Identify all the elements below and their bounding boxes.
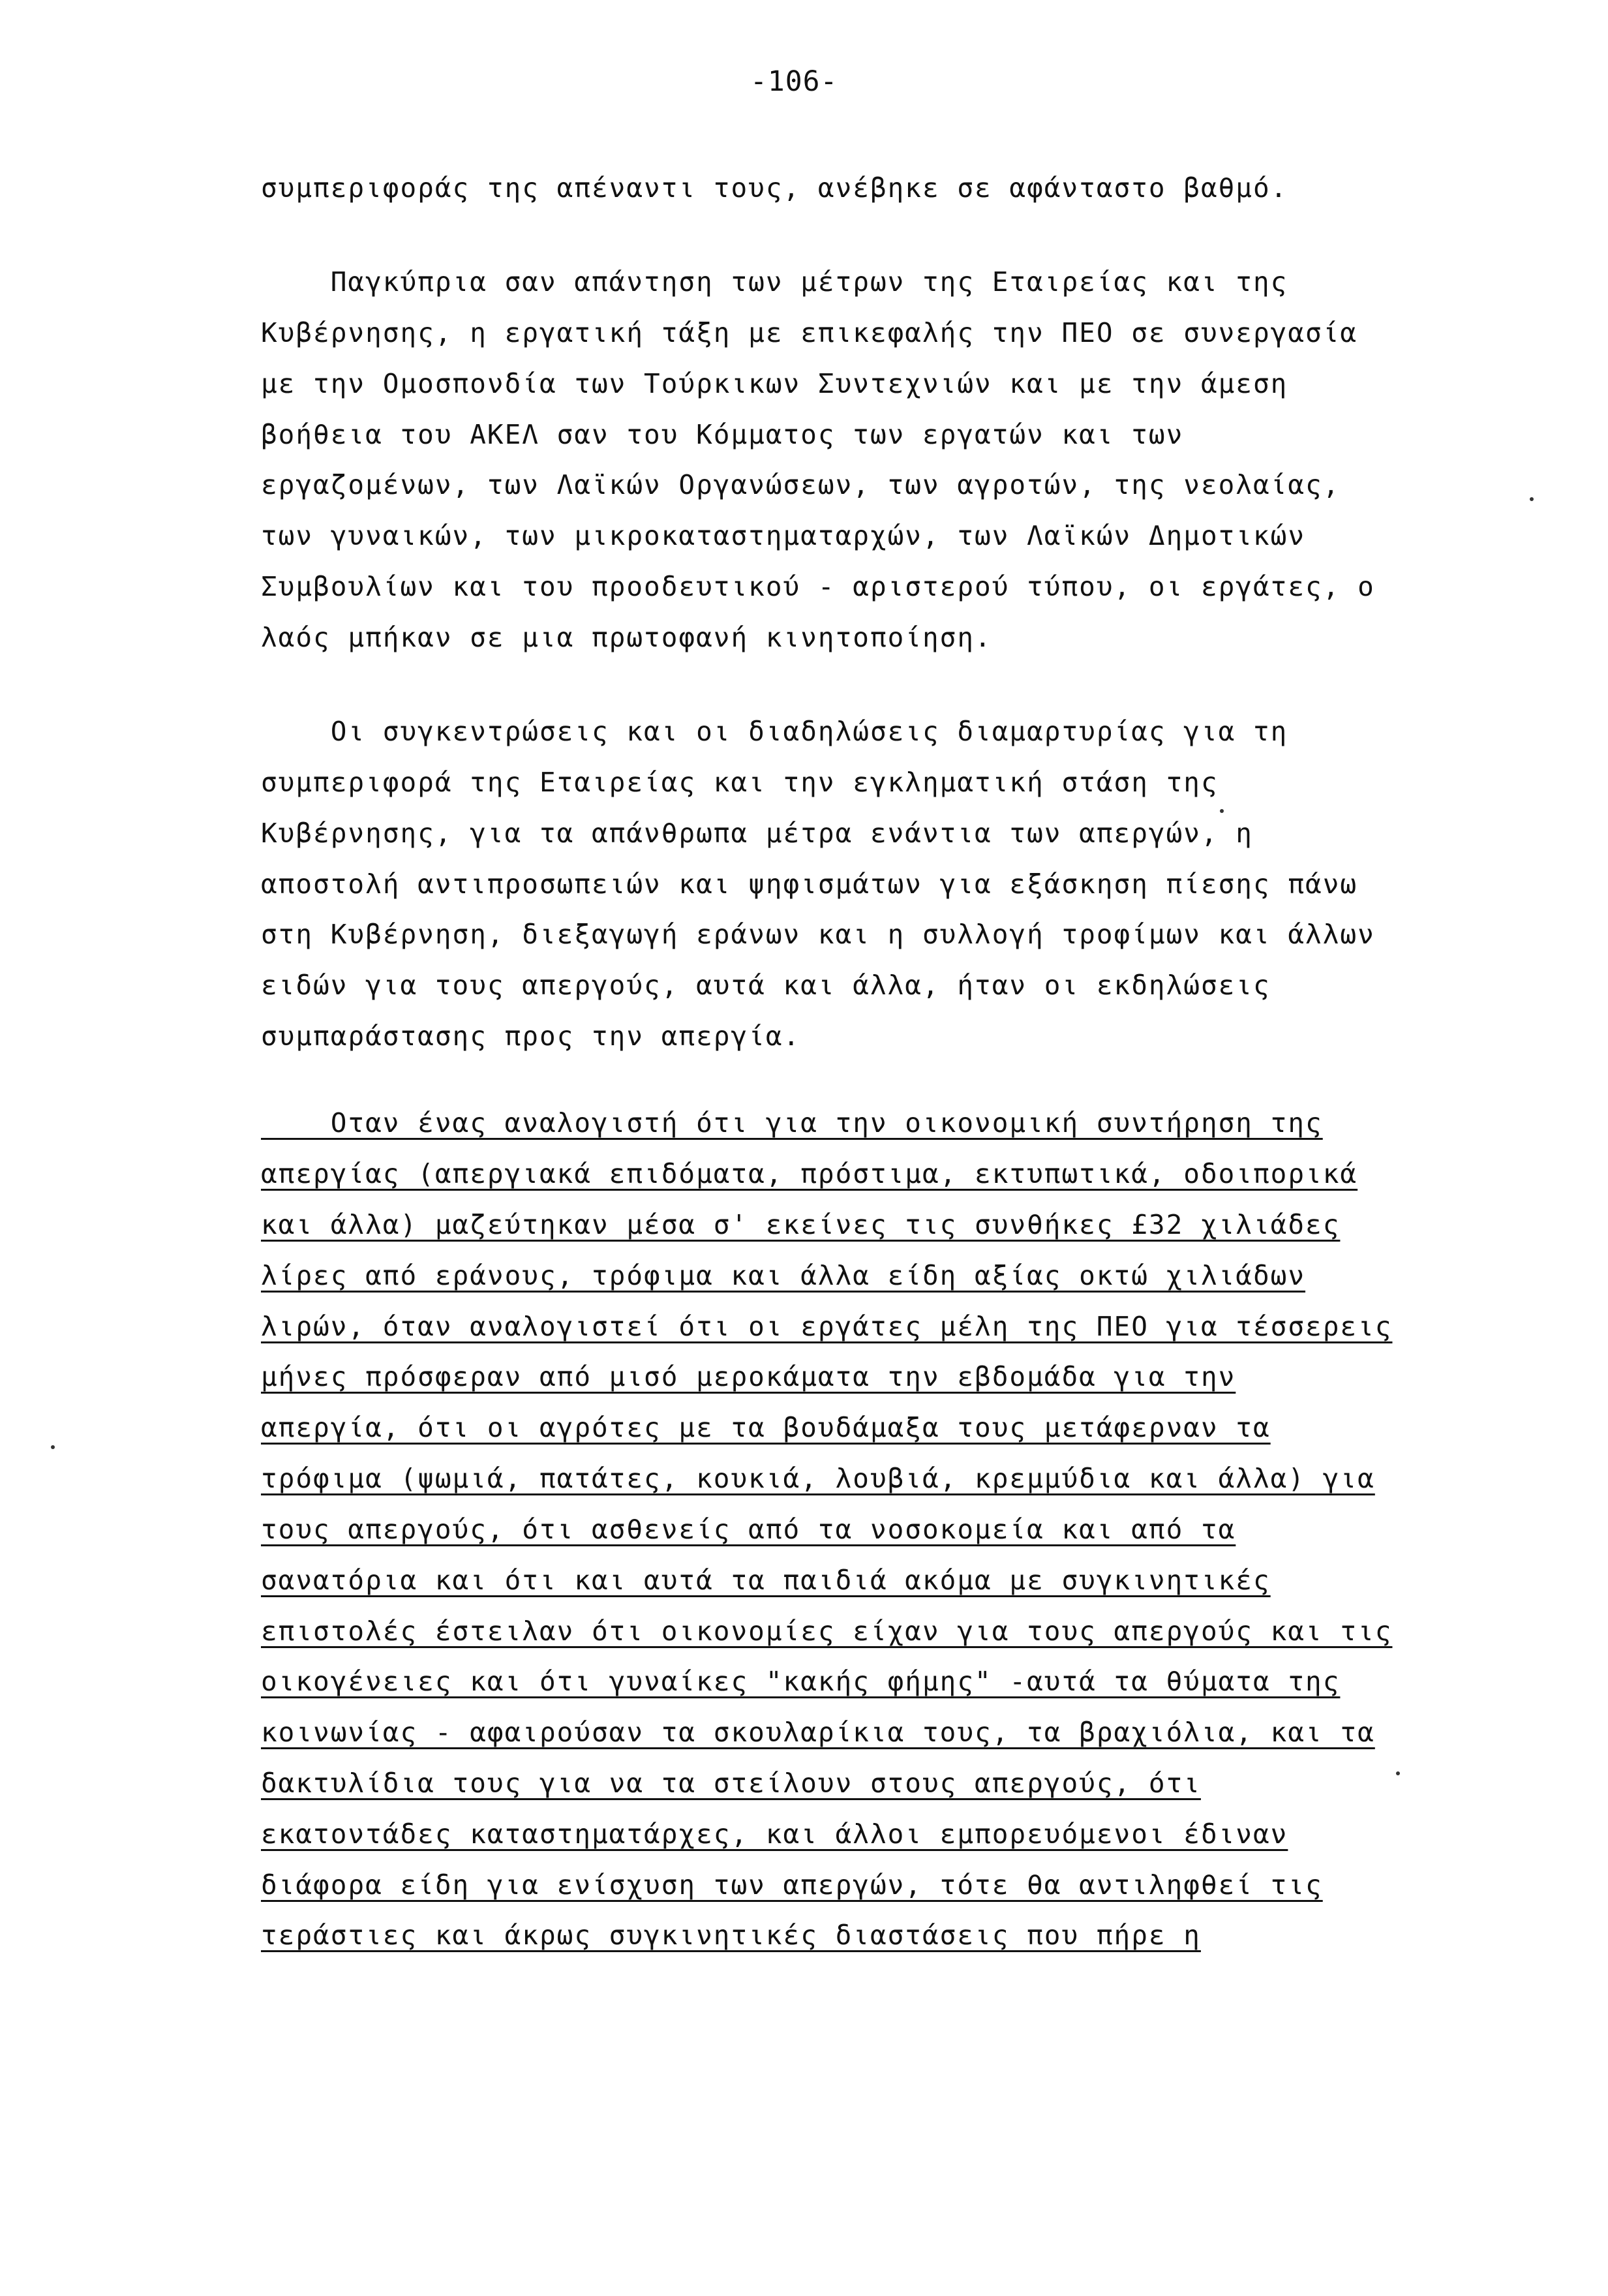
text-line: αποστολή αντιπροσωπειών και ψηφισμάτων για εξάσκηση πίεσης πάνω xyxy=(261,868,1358,900)
underlined-text-line: λίρες από εράνους, τρόφιμα και άλλα είδη αξίας οκτώ χιλιάδων xyxy=(261,1260,1306,1291)
text-line: εργαζομένων, των Λαϊκών Οργανώσεων, των αγροτών, της νεολαίας, xyxy=(261,469,1341,500)
underlined-text-line: οικογένειες και ότι γυναίκες "κακής φήμης" -αυτά τα θύματα της xyxy=(261,1666,1341,1697)
scan-speck xyxy=(1530,497,1534,501)
scan-speck xyxy=(51,1445,55,1449)
underlined-text-line: εκατοντάδες καταστηματάρχες, και άλλοι εμπορευόμενοι έδιναν xyxy=(261,1818,1288,1850)
underlined-text-line: επιστολές έστειλαν ότι οικονομίες είχαν για τους απεργούς και τις xyxy=(261,1615,1393,1647)
text-line: συμπεριφοράς της απέναντι τους, ανέβηκε σε αφάνταστο βαθμό. xyxy=(261,172,1288,204)
underlined-text-line: μήνες πρόσφεραν από μισό μεροκάματα την εβδομάδα για την xyxy=(261,1361,1236,1392)
underlined-text-line: διάφορα είδη για ενίσχυση των απεργών, τότε θα αντιληφθεί τις xyxy=(261,1869,1323,1901)
text-line: Κυβέρνησης, η εργατική τάξη με επικεφαλής την ΠΕΟ σε συνεργασία xyxy=(261,317,1358,348)
underlined-text-line: απεργία, ότι οι αγρότες με τα βουδάμαξα τους μετάφερναν τα xyxy=(261,1412,1271,1443)
page-number: -106- xyxy=(750,65,838,98)
text-line: συμπαράστασης προς την απεργία. xyxy=(261,1020,801,1052)
scan-speck xyxy=(1220,809,1224,813)
underlined-text-line: Οταν ένας αναλογιστή ότι για την οικονομική συντήρηση της xyxy=(261,1107,1323,1139)
underlined-text-line: τεράστιες και άκρως συγκινητικές διαστάσεις που πήρε η xyxy=(261,1920,1201,1951)
text-line: Συμβουλίων και του προοδευτικού - αριστερού τύπου, οι εργάτες, ο xyxy=(261,571,1375,602)
underlined-text-line: τους απεργούς, ότι ασθενείς από τα νοσοκομεία και από τα xyxy=(261,1514,1236,1545)
text-line: βοήθεια του ΑΚΕΛ σαν του Κόμματος των εργατών και των xyxy=(261,419,1184,450)
underlined-text-line: απεργίας (απεργιακά επιδόματα, πρόστιμα, εκτυπωτικά, οδοιπορικά xyxy=(261,1158,1358,1189)
text-line: λαός μπήκαν σε μια πρωτοφανή κινητοποίηση. xyxy=(261,622,992,653)
text-line: ειδών για τους απεργούς, αυτά και άλλα, ήταν οι εκδηλώσεις xyxy=(261,970,1271,1001)
underlined-text-line: λιρών, όταν αναλογιστεί ότι οι εργάτες μέλη της ΠΕΟ για τέσσερεις xyxy=(261,1311,1393,1342)
text-line: Παγκύπρια σαν απάντηση των μέτρων της Εταιρείας και της xyxy=(261,266,1288,298)
scan-speck xyxy=(1396,1771,1400,1775)
text-line: των γυναικών, των μικροκαταστηματαρχών, των Λαϊκών Δημοτικών xyxy=(261,520,1306,551)
underlined-text-line: τρόφιμα (ψωμιά, πατάτες, κουκιά, λουβιά, κρεμμύδια και άλλα) για xyxy=(261,1463,1375,1494)
underlined-text-line: και άλλα) μαζεύτηκαν μέσα σ' εκείνες τις συνθήκες £32 χιλιάδες xyxy=(261,1209,1341,1240)
text-line: συμπεριφορά της Εταιρείας και την εγκληματική στάση της xyxy=(261,767,1219,798)
text-line: Οι συγκεντρώσεις και οι διαδηλώσεις διαμαρτυρίας για τη xyxy=(261,716,1288,747)
underlined-text-line: σανατόρια και ότι και αυτά τα παιδιά ακόμα με συγκινητικές xyxy=(261,1565,1271,1596)
text-line: με την Ομοσπονδία των Τούρκικων Συντεχνιών και με την άμεση xyxy=(261,368,1288,399)
underlined-text-line: δακτυλίδια τους για να τα στείλουν στους απεργούς, ότι xyxy=(261,1768,1201,1799)
text-line: στη Κυβέρνηση, διεξαγωγή εράνων και η συλλογή τροφίμων και άλλων xyxy=(261,919,1375,950)
underlined-text-line: κοινωνίας - αφαιρούσαν τα σκουλαρίκια τους, τα βραχιόλια, και τα xyxy=(261,1717,1375,1748)
text-line: Κυβέρνησης, για τα απάνθρωπα μέτρα ενάντια των απεργών, η xyxy=(261,818,1253,849)
